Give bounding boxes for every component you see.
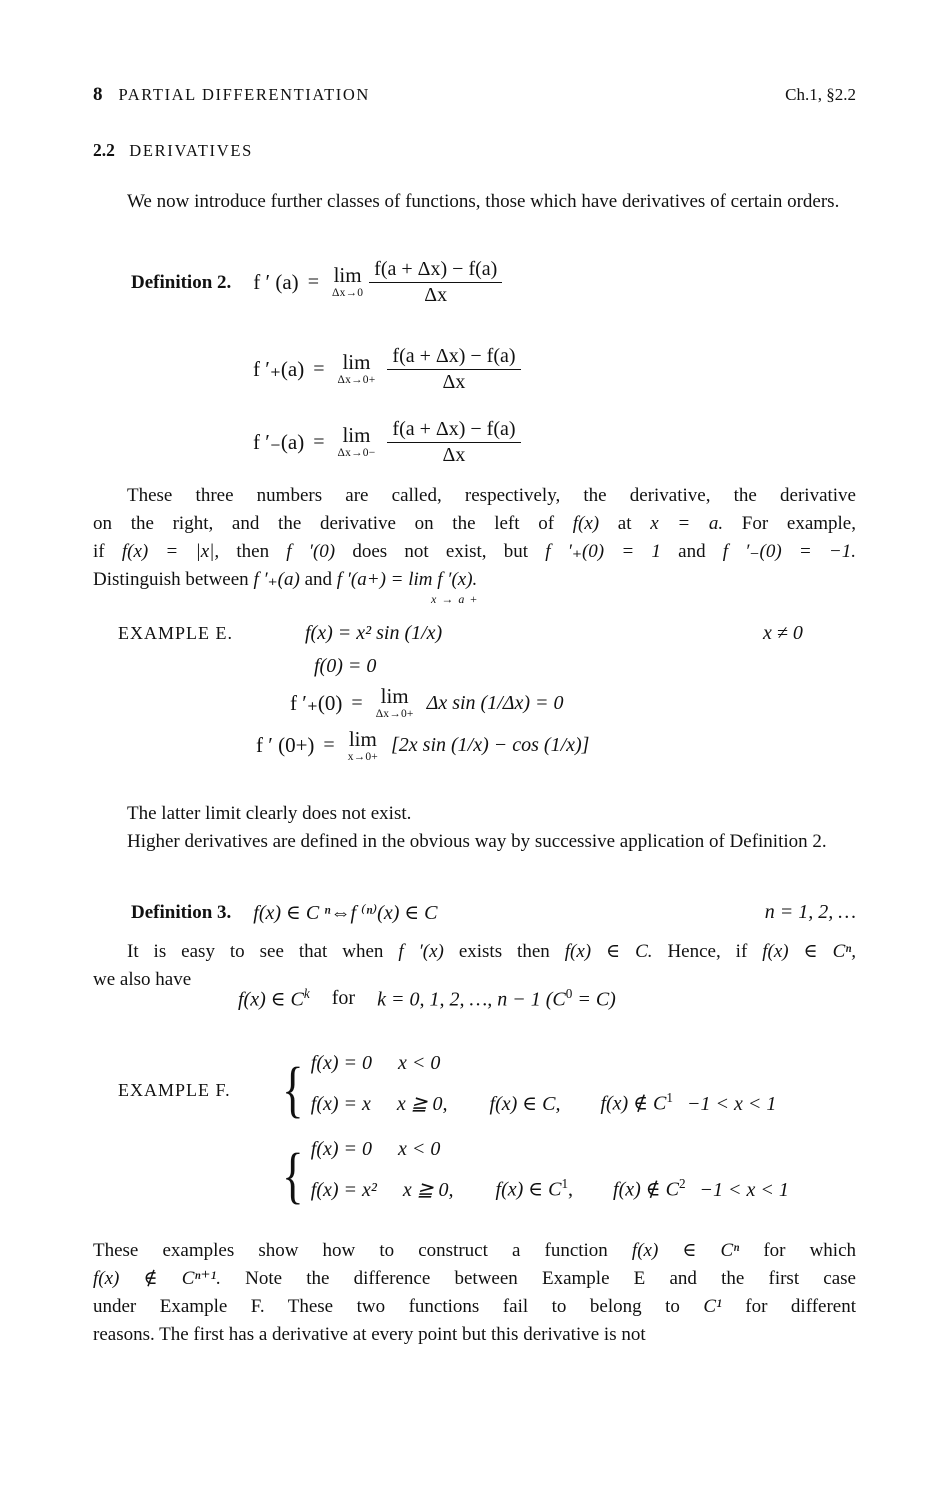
definition-2-eq1-limit <box>332 265 363 300</box>
example-f-case-2 <box>118 1138 789 1214</box>
para-def2-line-1: These three numbers are called, respectively, the derivative, the derivative <box>127 485 856 506</box>
para-easy-line1-c: Hence, if <box>652 941 763 962</box>
example-e-block <box>118 622 589 763</box>
closing-line1-a: These examples show how to construct a function <box>93 1240 632 1261</box>
example-f-case2-line2-function: f(x) = x² <box>310 1178 377 1201</box>
para-easy-line-1 <box>93 938 856 966</box>
definition-3-body <box>253 900 437 925</box>
closing-line1-b: for which <box>739 1240 857 1261</box>
example-f-case1-line2-function: f(x) = x <box>310 1092 371 1115</box>
closing-line3-a: under Example F. These two functions fail to belong to <box>93 1296 704 1317</box>
example-f-label: EXAMPLE F. <box>118 1079 231 1100</box>
para-def2-line-2 <box>93 510 856 538</box>
limit-subscript: Δx→0 <box>331 287 364 300</box>
limit-operator: lim <box>348 726 377 751</box>
example-f-case2-line-2 <box>311 1176 789 1214</box>
example-f-case2-line2-annot1-exponent: 1 <box>561 1176 569 1191</box>
para-def2-fa-plus: f ′(a+) = lim f ′(x). <box>336 569 478 590</box>
closing-line-2 <box>93 1265 856 1293</box>
display-ck-lhs-text: f(x) ∈ C <box>238 988 304 1011</box>
example-e-eq3-equals: = <box>351 691 363 714</box>
example-f-case2-line2-annot1-tail: , <box>568 1178 574 1201</box>
example-f-case2-lines <box>311 1138 789 1214</box>
closing-c1: C¹ <box>703 1296 722 1317</box>
limit-operator: lim <box>333 263 362 288</box>
closing-line3-b: for different <box>721 1296 856 1317</box>
running-head <box>93 84 856 106</box>
closing-line-1 <box>93 1237 856 1265</box>
example-e-eq3-rhs <box>427 692 564 715</box>
para-easy-fc: f(x) ∈ C. <box>564 941 653 962</box>
left-brace-icon: { <box>282 1055 304 1124</box>
example-e-eq4-limit <box>347 726 378 764</box>
para-easy-line-2: we also have <box>93 969 192 990</box>
para-def2-line3-c: does not exist, but <box>335 541 546 562</box>
example-f-case2-line2-annot1-text: f(x) ∈ C <box>495 1178 562 1201</box>
example-e-eq3-lhs: f ′₊(0) <box>290 690 343 715</box>
example-f-case1-line2-condition: x ≧ 0, <box>396 1092 448 1115</box>
example-f-case1-line2-annot2-exponent: 1 <box>666 1090 673 1105</box>
para-def2-line3-d: and <box>660 541 723 562</box>
definition-2-eq3-fraction <box>387 418 520 467</box>
definition-3-block <box>131 900 856 925</box>
example-f-block <box>118 1052 789 1214</box>
example-e-condition <box>763 622 803 645</box>
definition-2-eq2-limit <box>338 352 376 387</box>
fraction-denominator: Δx <box>442 371 466 394</box>
closing-fcn1: f(x) ∉ Cⁿ⁺¹. <box>93 1268 221 1289</box>
chapter-reference: Ch.1, §2.2 <box>785 85 856 104</box>
definition-2-eq2-equals: = <box>313 358 325 381</box>
example-f-case2-line2-condition: x ≧ 0, <box>402 1178 454 1201</box>
para-def2-line4-b: and <box>299 569 337 590</box>
display-ck-equation <box>238 986 616 1012</box>
para-def2-line2-b: at <box>599 513 651 534</box>
para-def2-fplus0: f ′₊(0) = 1 <box>545 541 661 562</box>
example-e-eq1-text: f(x) = x² sin (1/x) <box>305 622 443 644</box>
definition-2-eq3-lhs: f ′₋(a) <box>253 430 305 455</box>
section-heading <box>93 140 253 161</box>
display-ck-rhs-text: k = 0, 1, 2, …, n − 1 (C <box>377 988 566 1011</box>
definition-2-eq1-equals: = <box>307 271 319 294</box>
closing-line2-a: Note the difference between Example E and the first case <box>220 1268 856 1289</box>
example-f-case2-cases <box>278 1138 789 1214</box>
closing-line-3 <box>93 1293 856 1321</box>
closing-line-4: reasons. The first has a derivative at every point but this derivative is not <box>93 1324 646 1345</box>
limit-subscript: Δx→0+ <box>375 708 414 720</box>
example-e-label: EXAMPLE E. <box>118 623 233 643</box>
para-easy-line1-a: It is easy to see that when <box>127 941 399 962</box>
para-def2-fminus0: f ′₋(0) = −1. <box>722 541 856 562</box>
definition-2-equation-1 <box>131 258 504 307</box>
definition-2-equation-2 <box>253 345 523 394</box>
running-title: PARTIAL DIFFERENTIATION <box>118 85 370 104</box>
textbook-page <box>93 0 856 1500</box>
definition-2-eq3-limit <box>338 425 376 460</box>
example-e-eq1 <box>305 622 442 645</box>
definition-3-label: Definition 3. <box>131 901 232 923</box>
para-easy-fprime: f ′(x) <box>398 941 444 962</box>
definition-3-range <box>765 901 856 924</box>
example-e-eq4-rhs-text: [2x sin (1/x) − cos (1/x)] <box>391 734 590 757</box>
definition-2-equation-3 <box>253 418 523 467</box>
example-f-case2-line1-function: f(x) = 0 <box>310 1138 373 1160</box>
intro-paragraph: We now introduce further classes of functions, those which have derivatives of certain orders. <box>127 191 840 212</box>
definition-2-eq2-lhs: f ′₊(a) <box>253 357 305 382</box>
display-ck-lhs-exponent: k <box>303 986 310 1001</box>
limit-operator: lim <box>342 350 371 375</box>
example-f-case1-line2-annot1: f(x) ∈ C, <box>489 1092 561 1115</box>
example-f-case2-line2-range: −1 < x < 1 <box>699 1178 789 1201</box>
example-e-line-1 <box>118 622 589 645</box>
para-def2-line4-a: Distinguish between <box>93 569 254 590</box>
paragraph-after-definition-2 <box>93 482 856 606</box>
example-e-eq4-lhs: f ′ (0+) <box>256 733 315 758</box>
para-easy-line1-b: exists then <box>443 941 565 962</box>
example-f-case2-line2-annot2-text: f(x) ∉ C <box>613 1178 679 1201</box>
section-number: 2.2 <box>93 140 115 160</box>
example-f-case2-line2-annot2 <box>613 1176 686 1202</box>
para-easy-fcn: f(x) ∈ Cⁿ, <box>762 941 856 962</box>
display-ck-lhs <box>238 986 310 1012</box>
limit-subscript: Δx→0− <box>337 447 376 460</box>
definition-3-range-text: n = 1, 2, … <box>764 901 856 923</box>
para-def2-line2-c: For example, <box>723 513 856 534</box>
definition-3-body-text: f(x) ∈ C ⁿ⇔f ⁽ⁿ⁾(x) ∈ C <box>253 902 438 924</box>
example-f-case1-line-2 <box>311 1090 777 1128</box>
definition-2-eq3-equals: = <box>313 431 325 454</box>
example-e-eq2 <box>314 655 376 678</box>
para-def2-line3-b: then <box>219 541 287 562</box>
para-def2-fprime0: f ′(0) <box>286 541 336 562</box>
example-e-eq4-equals: = <box>323 734 335 757</box>
example-f-case1-lines <box>311 1052 777 1128</box>
para-def2-line-4 <box>93 566 856 606</box>
example-f-case2-line-1 <box>311 1138 789 1176</box>
example-f-case2-line2-annot2-exponent: 2 <box>678 1176 686 1191</box>
example-f-case1-line-1 <box>311 1052 777 1090</box>
display-ck-rhs-exponent: 0 <box>565 986 573 1001</box>
closing-paragraph <box>93 1237 856 1349</box>
paragraph-higher-derivatives: Higher derivatives are defined in the obvious way by successive application of Definition 2. <box>127 831 827 852</box>
example-e-eq4-rhs <box>391 734 589 757</box>
display-ck-for: for <box>331 987 356 1010</box>
limit-operator: lim <box>342 423 371 448</box>
definition-2-eq1-lhs: f ′ (a) <box>253 270 299 295</box>
para-def2-fx: f(x) <box>572 513 600 534</box>
closing-fcn: f(x) ∈ Cⁿ <box>631 1240 740 1261</box>
example-f-case2-line2-annot1 <box>496 1176 574 1202</box>
page-number: 8 <box>93 84 103 105</box>
example-f-case1-line1-function: f(x) = 0 <box>310 1052 373 1074</box>
example-f-case1-line2-annot2 <box>600 1090 673 1116</box>
fraction-denominator: Δx <box>424 284 448 307</box>
definition-2-eq2-fraction <box>387 345 520 394</box>
limit-subscript: Δx→0+ <box>337 374 376 387</box>
example-f-case1-cases <box>278 1052 776 1128</box>
display-ck-rhs-tail: = C) <box>572 988 616 1011</box>
para-def2-line2-a: on the right, and the derivative on the left of <box>93 513 573 534</box>
fraction-denominator: Δx <box>442 444 466 467</box>
definition-2-label: Definition 2. <box>131 271 232 293</box>
example-f-case-1 <box>118 1052 789 1128</box>
para-def2-fx-abs: f(x) = |x|, <box>121 541 220 562</box>
definition-2-eq1-fraction <box>369 258 502 307</box>
fraction-numerator: f(a + Δx) − f(a) <box>392 418 516 440</box>
example-e-line-4 <box>256 726 590 764</box>
section-title: DERIVATIVES <box>129 141 254 160</box>
example-e-condition-text: x ≠ 0 <box>763 622 803 644</box>
example-e-eq2-text: f(0) = 0 <box>314 655 377 677</box>
para-def2-xa: x = a. <box>650 513 724 534</box>
example-f-case1-line2-annot2-text: f(x) ∉ C <box>600 1092 667 1115</box>
para-def2-line3-a: if <box>93 541 122 562</box>
fraction-numerator: f(a + Δx) − f(a) <box>374 258 498 280</box>
para-def2-line-3 <box>93 538 856 566</box>
paragraph-latter-limit: The latter limit clearly does not exist. <box>127 803 412 824</box>
display-ck-rhs <box>377 986 616 1012</box>
example-e-eq3-limit <box>376 686 414 721</box>
example-f-case2-line1-condition: x < 0 <box>398 1138 441 1160</box>
limit-subscript: x→0+ <box>347 750 378 763</box>
fraction-numerator: f(a + Δx) − f(a) <box>392 345 516 367</box>
running-head-left <box>93 84 370 106</box>
para-def2-line4-limit-subscript: x → a + <box>431 592 479 606</box>
left-brace-icon: { <box>282 1141 304 1210</box>
example-e-eq3-rhs-text: Δx sin (1/Δx) = 0 <box>426 691 564 714</box>
example-e-line-3 <box>290 686 589 721</box>
limit-operator: lim <box>380 684 409 708</box>
example-f-case1-line1-condition: x < 0 <box>398 1052 441 1074</box>
example-f-case1-line2-range: −1 < x < 1 <box>686 1092 777 1115</box>
para-def2-fplus-a: f ′₊(a) <box>253 569 300 590</box>
example-e-line-2 <box>118 655 589 678</box>
